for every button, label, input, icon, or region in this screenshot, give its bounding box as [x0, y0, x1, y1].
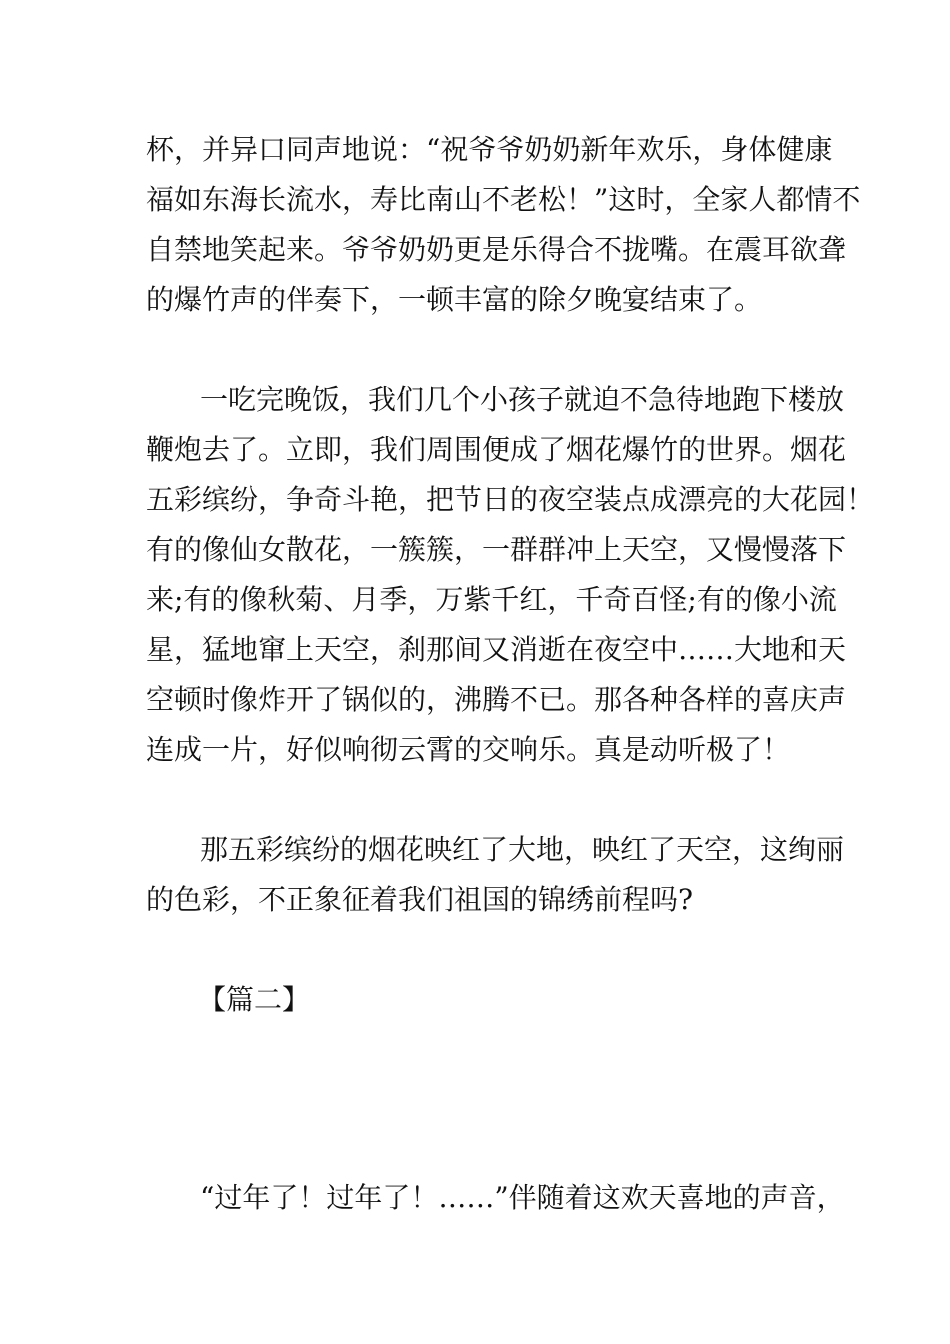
- paragraph-3-line-1: 那五彩缤纷的烟花映红了大地，映红了天空，这绚丽: [200, 833, 845, 866]
- paragraph-2-line-2: 鞭炮去了。立即，我们周围便成了烟花爆竹的世界。烟花: [146, 433, 847, 466]
- paragraph-2-line-8: 连成一片，好似响彻云霄的交响乐。真是动听极了！: [146, 733, 791, 766]
- paragraph-2-line-3: 五彩缤纷，争奇斗艳，把节日的夜空装点成漂亮的大花园！: [146, 483, 875, 516]
- paragraph-2-line-1: 一吃完晚饭，我们几个小孩子就迫不急待地跑下楼放: [200, 383, 845, 416]
- section-heading: 【篇二】: [198, 983, 311, 1016]
- paragraph-3-line-2: 的色彩，不正象征着我们祖国的锦绣前程吗?: [146, 883, 694, 916]
- paragraph-2-line-4: 有的像仙女散花，一簇簇，一群群冲上天空，又慢慢落下: [146, 533, 847, 566]
- paragraph-2-line-6: 星，猛地窜上天空，刹那间又消逝在夜空中……大地和天: [146, 633, 847, 666]
- paragraph-2-line-5: 来;有的像秋菊、月季，万紫千红，千奇百怪;有的像小流: [146, 583, 837, 616]
- paragraph-1-line-3: 自禁地笑起来。爷爷奶奶更是乐得合不拢嘴。在震耳欲聋: [146, 233, 847, 266]
- paragraph-4-line-1: “过年了！过年了！……”伴随着这欢天喜地的声音，: [200, 1181, 845, 1214]
- paragraph-2-line-7: 空顿时像炸开了锅似的，沸腾不已。那各种各样的喜庆声: [146, 683, 847, 716]
- paragraph-1-line-2: 福如东海长流水，寿比南山不老松！”这时，全家人都情不: [146, 183, 861, 216]
- paragraph-1-line-4: 的爆竹声的伴奏下，一顿丰富的除夕晚宴结束了。: [146, 283, 763, 316]
- paragraph-1-line-1: 杯，并异口同声地说：“祝爷爷奶奶新年欢乐，身体健康: [146, 133, 833, 166]
